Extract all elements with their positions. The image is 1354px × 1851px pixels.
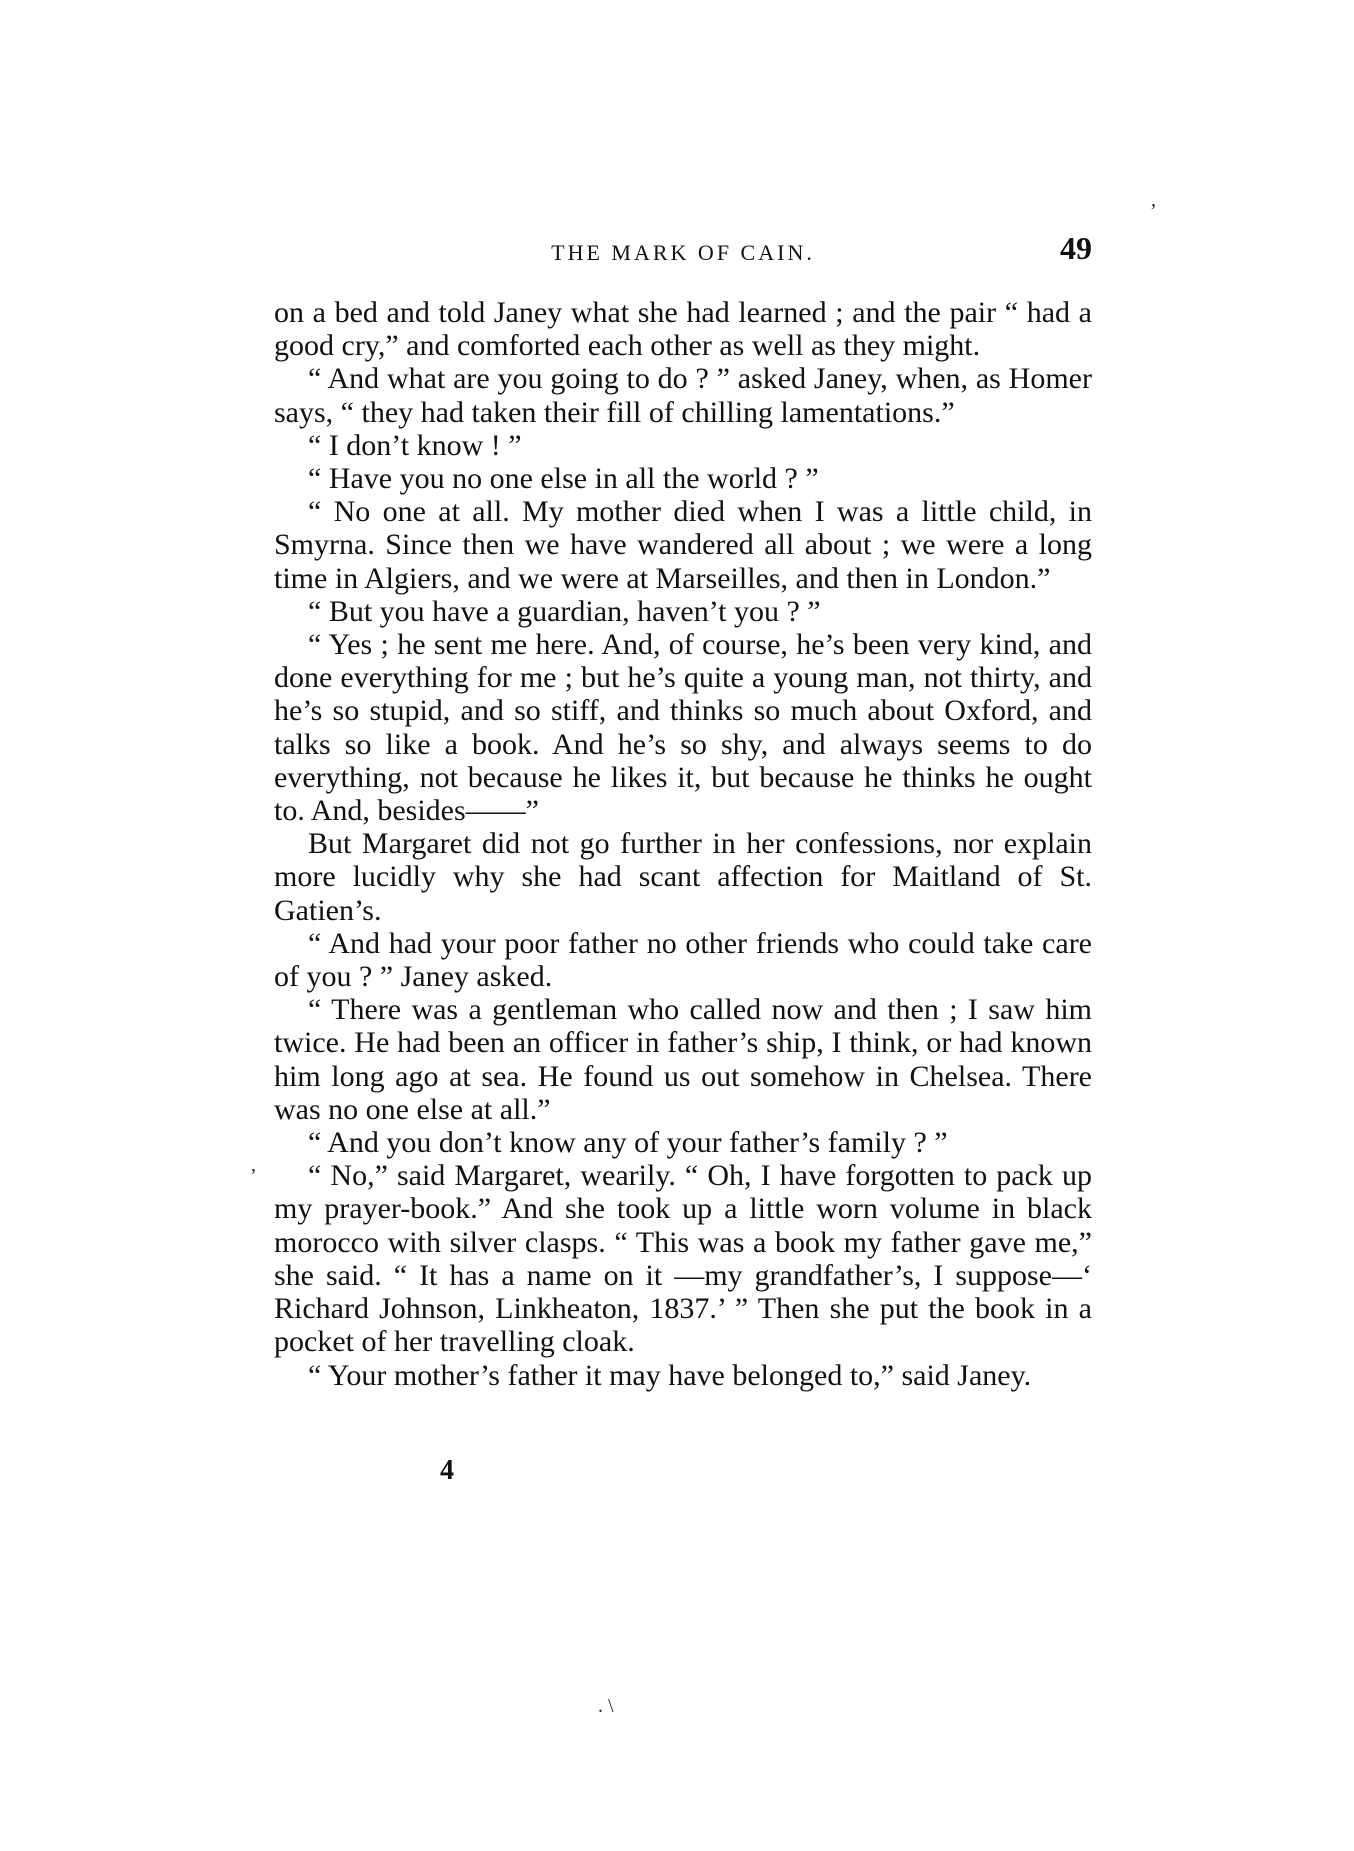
body-text [274, 296, 1092, 1392]
signature-mark: 4 [440, 1455, 454, 1486]
running-title: THE MARK OF CAIN. [551, 240, 815, 265]
paragraph: “ Have you no one else in all the world ? ” [308, 462, 819, 496]
paragraph: “ No one at all. My mother died when I was a little child, in Smyrna. Since then we have wandered all about ; we were a long time in Algiers, and we were at Marseilles, and then in London.” [274, 495, 1092, 595]
paragraph: on a bed and told Janey what she had learned ; and the pair “ had a good cry,” and comforted each other as well as they might. [274, 296, 1092, 363]
paragraph: “ Your mother’s father it may have belonged to,” said Janey. [308, 1358, 1032, 1392]
stray-mark: ’ [1150, 200, 1157, 222]
paragraph: “ I don’t know ! ” [308, 428, 522, 462]
paragraph: “ Yes ; he sent me here. And, of course, he’s been very kind, and done everything for me ; but he’s quite a young man, not thirty, and he’s so stupid, and so stiff, and thinks so much about Oxford, and talks so like a book. And he’s so shy, and always seems to do everything, not because he likes it, but because he thinks he ought to. And, besides——” [274, 628, 1092, 828]
paragraph: “ And what are you going to do ? ” asked Janey, when, as Homer says, “ they had taken their fill of chilling lamentations.” [274, 362, 1092, 429]
paragraph: “ And had your poor father no other friends who could take care of you ? ” Janey asked. [274, 926, 1092, 994]
running-head [274, 230, 1092, 274]
page-number: 49 [1060, 230, 1092, 266]
paragraph: “ And you don’t know any of your father’s family ? ” [308, 1126, 948, 1160]
stray-mark: ’ [250, 1165, 257, 1187]
paragraph: “ No,” said Margaret, wearily. “ Oh, I have forgotten to pack up my prayer-book.” And she took up a little worn volume in black morocco with silver clasps. “ This was a book my father gave me,” she said. “ It has a name on it —my grandfather’s, I suppose—‘ Richard Johnson, Linkheaton, 1837.’ ” Then she put the book in a pocket of her travelling cloak. [274, 1159, 1092, 1359]
stray-mark: . \ [598, 1695, 614, 1717]
paragraph: “ There was a gentleman who called now and then ; I saw him twice. He had been an officer in father’s ship, I think, or had known him long ago at sea. He found us out somehow in Chelsea. There was no one else at all.” [274, 993, 1092, 1126]
paragraph: “ But you have a guardian, haven’t you ? ” [308, 594, 821, 628]
paragraph: But Margaret did not go further in her confessions, nor explain more lucidly why she had scant affection for Maitland of St. Gatien’s. [274, 827, 1092, 927]
